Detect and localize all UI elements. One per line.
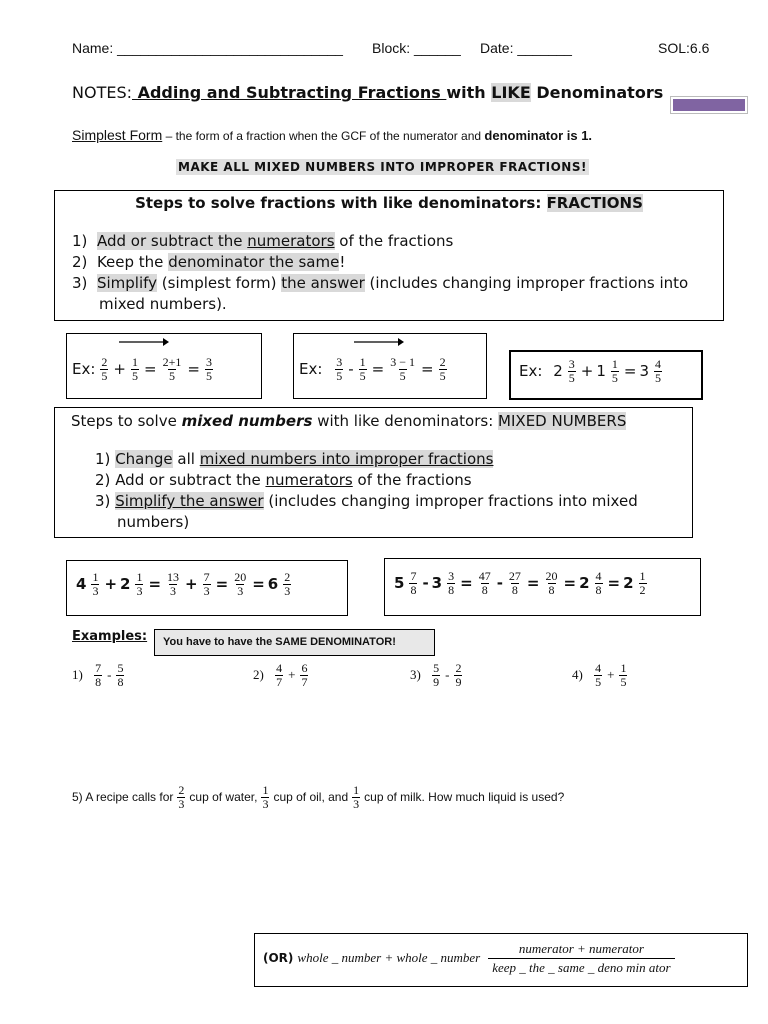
word-problem [72, 784, 564, 810]
title-prefix: NOTES: [72, 83, 132, 102]
date-field[interactable]: Date: _______ [480, 40, 572, 56]
fraction [91, 571, 99, 597]
problem-number: 4) [572, 667, 583, 683]
denominator: 3 [136, 583, 143, 598]
title-with: with [446, 83, 492, 102]
step-number: 2) [95, 471, 111, 489]
numerator: 20 [545, 569, 558, 583]
numerator: 7 [203, 570, 210, 584]
example-box-2 [293, 333, 487, 399]
operator: - [445, 667, 450, 683]
step-number: 1) [72, 232, 88, 250]
step-keyword: Simplify the answer [115, 492, 264, 510]
fraction [116, 662, 124, 688]
equals: = [144, 360, 157, 379]
denominator: 5 [655, 370, 661, 385]
whole-number: 2 [623, 574, 634, 593]
fraction [261, 784, 269, 810]
word-problem-text: 5) A recipe calls for [72, 790, 174, 805]
fraction [94, 662, 102, 688]
equals: = [460, 574, 473, 593]
formula-box [254, 933, 748, 987]
fraction-steps-heading-text: Steps to solve fractions with like denominators: [135, 194, 547, 212]
operator: + [113, 360, 126, 379]
step-text: (includes changing improper fractions into [364, 274, 689, 292]
fraction-tag: FRACTIONS [546, 194, 643, 212]
operator: + [580, 362, 594, 381]
step-text: (simplest form) [157, 274, 282, 292]
fraction [275, 662, 283, 688]
examples-label: Examples: [72, 629, 148, 644]
example-label: Ex: [299, 360, 323, 379]
fraction [454, 662, 462, 688]
equals: = [623, 362, 637, 381]
step-text: numbers) [117, 513, 190, 531]
problem-number: 1) [72, 667, 83, 683]
denominator: 5 [205, 368, 212, 383]
numerator: 1 [92, 570, 99, 584]
denominator: 7 [301, 674, 308, 689]
step-text: mixed numbers). [99, 295, 227, 313]
fraction [300, 662, 308, 688]
step-number: 3) [95, 492, 111, 510]
fraction [100, 356, 108, 382]
mixed-steps-box [54, 407, 693, 538]
whole-number: 2 [553, 362, 563, 381]
numerator: 47 [478, 569, 491, 583]
operator: - [496, 574, 503, 593]
operator: + [185, 575, 198, 594]
step-keyword: denominator the same [168, 253, 340, 271]
problem-1 [72, 662, 126, 688]
arrow-icon [119, 337, 169, 347]
whole-number: 2 [579, 574, 590, 593]
fraction [233, 571, 247, 597]
fraction [335, 356, 343, 382]
fraction [409, 570, 417, 596]
step-keyword: Change [115, 450, 173, 468]
fraction [568, 358, 576, 384]
step-number: 1) [95, 450, 111, 468]
list-item [72, 252, 713, 273]
fraction [639, 570, 647, 596]
denominator: 5 [439, 368, 446, 383]
denominator: 3 [178, 796, 185, 811]
denominator: 5 [101, 368, 108, 383]
fraction [447, 570, 455, 596]
fraction [135, 571, 143, 597]
arrow-icon [354, 337, 404, 347]
denominator: 5 [620, 674, 627, 689]
operator: + [288, 667, 296, 683]
title-end: Denominators [530, 83, 664, 102]
mixed-steps-heading [71, 412, 626, 430]
step-number: 2) [72, 253, 88, 271]
title-main: Adding and Subtracting Fractions [132, 83, 447, 102]
numerator: 3 [205, 355, 212, 369]
numerator: 2 [439, 355, 446, 369]
accent-bar [670, 96, 748, 114]
list-item [95, 449, 684, 470]
definition-bold: denominator is 1. [484, 128, 593, 143]
equals: = [215, 575, 229, 594]
denominator: 5 [359, 368, 366, 383]
step-text: Keep the [96, 253, 169, 271]
operator: - [107, 667, 112, 683]
step-keyword: mixed numbers into improper fractions [199, 450, 494, 468]
note-text: You have to have the SAME DENOMINATOR! [163, 636, 396, 648]
numerator: 20 [234, 570, 247, 584]
denominator: 8 [95, 674, 102, 689]
numerator: 1 [353, 783, 360, 797]
step-keyword: numerators [265, 471, 353, 489]
denominator: 8 [117, 674, 124, 689]
numerator: 6 [301, 661, 308, 675]
equals: = [187, 360, 200, 379]
denominator: 8 [548, 582, 555, 597]
numerator: 2 [284, 570, 291, 584]
numerator: 4 [595, 569, 602, 583]
formula-fraction [488, 942, 674, 974]
fraction [359, 356, 367, 382]
step-keyword: numerators [247, 232, 335, 250]
step-text: of the fractions [334, 232, 454, 250]
denominator: 5 [611, 370, 618, 385]
numerator: 4 [276, 661, 283, 675]
denominator: 3 [284, 583, 291, 598]
list-item [95, 470, 684, 491]
denominator: 3 [92, 583, 99, 598]
fraction [177, 784, 185, 810]
list-item [72, 273, 713, 294]
fraction [545, 570, 559, 596]
problem-4 [572, 662, 629, 688]
problem-3 [410, 662, 464, 688]
definition-term: Simplest Form [72, 127, 163, 143]
denominator: 5 [399, 368, 406, 383]
mixed-steps-list [95, 449, 684, 533]
list-item [95, 512, 684, 533]
step-number: 3) [72, 274, 88, 292]
fraction [205, 356, 213, 382]
step-text: (includes changing improper fractions into mixed [263, 492, 638, 510]
numerator: 2+1 [162, 355, 182, 369]
fraction [619, 662, 627, 688]
fraction-steps-heading [55, 194, 723, 212]
fraction [203, 571, 211, 597]
equals: = [371, 360, 385, 379]
equals: = [607, 574, 621, 593]
fraction [508, 570, 522, 596]
numerator: 2 [178, 783, 185, 797]
numerator: 2 [455, 661, 462, 675]
operator: + [607, 667, 615, 683]
mixed-tag: MIXED NUMBERS [498, 412, 627, 430]
fraction [389, 356, 416, 382]
sol-code: SOL:6.6 [658, 40, 710, 56]
numerator: 13 [167, 570, 180, 584]
banner [176, 159, 589, 175]
equals: = [420, 360, 434, 379]
fraction [478, 570, 492, 596]
numerator: 2 [101, 355, 108, 369]
equals: = [148, 575, 162, 594]
fraction [131, 356, 139, 382]
fraction [439, 356, 447, 382]
equals: = [563, 574, 577, 593]
whole-number: 1 [596, 362, 606, 381]
denominator: keep _ the _ same _ deno min ator [488, 958, 674, 975]
step-text: of the fractions [352, 471, 472, 489]
list-item [72, 231, 713, 252]
equals: = [252, 575, 265, 594]
fraction [162, 356, 183, 382]
numerator: numerator + numerator [518, 941, 644, 956]
denominator: 8 [511, 582, 518, 597]
page-title [72, 83, 663, 102]
denominator: 3 [237, 583, 244, 598]
operator: - [422, 574, 429, 593]
numerator: 1 [620, 661, 627, 675]
operator: + [104, 575, 118, 594]
denominator: 8 [410, 582, 417, 597]
numerator: 1 [132, 355, 138, 369]
whole-number: 6 [267, 575, 279, 594]
numerator: 3 − 1 [390, 355, 415, 369]
example-label: Ex: [72, 360, 96, 379]
numerator: 1 [262, 783, 269, 797]
denominator: 7 [276, 674, 283, 689]
numerator: 4 [595, 661, 602, 675]
step-keyword: Simplify [96, 274, 158, 292]
title-like: LIKE [491, 83, 531, 102]
problem-2 [253, 662, 310, 688]
step-text: Add or subtract the [96, 232, 248, 250]
fraction [432, 662, 440, 688]
numerator: 1 [611, 357, 618, 371]
whole-number: 5 [394, 574, 405, 593]
numerator: 5 [433, 661, 440, 675]
mixed-example-box-1 [66, 560, 348, 616]
mixed-heading-text: Steps to solve [71, 412, 182, 430]
numerator: 3 [448, 569, 455, 583]
step-text: Add or subtract the [115, 471, 266, 489]
step-keyword: the answer [281, 274, 365, 292]
whole-number: 3 [639, 362, 649, 381]
definition [72, 127, 592, 143]
mixed-heading-text: with like denominators: [312, 412, 499, 430]
numerator: 3 [568, 357, 575, 371]
denominator: 3 [353, 796, 360, 811]
denominator: 5 [336, 368, 343, 383]
whole-number: 4 [76, 575, 87, 594]
block-field[interactable]: Block: ______ [372, 40, 461, 56]
banner-text: MAKE ALL MIXED NUMBERS INTO IMPROPER FRACTIONS! [178, 160, 587, 174]
word-problem-text: cup of water, [189, 790, 258, 805]
denominator: 8 [595, 582, 602, 597]
numerator: 3 [336, 355, 343, 369]
example-box-3 [509, 350, 703, 400]
operator: - [348, 360, 354, 379]
mixed-heading-emphasis: mixed numbers [181, 412, 313, 430]
fraction [166, 571, 180, 597]
formula-lhs: whole _ number + whole _ number [297, 950, 481, 966]
word-problem-text: cup of oil, and [273, 790, 349, 805]
word-problem-text: cup of milk. How much liquid is used? [364, 790, 565, 805]
denominator: 8 [448, 582, 455, 597]
example-label: Ex: [519, 362, 543, 381]
denominator: 3 [262, 796, 269, 811]
denominator: 9 [433, 674, 440, 689]
problem-number: 3) [410, 667, 421, 683]
definition-text: – the form of a fraction when the GCF of the numerator and [162, 129, 485, 143]
step-text: ! [339, 253, 346, 271]
numerator: 7 [95, 661, 102, 675]
denominator: 5 [595, 674, 602, 689]
equals: = [526, 574, 540, 593]
numerator: 1 [136, 570, 143, 584]
name-field[interactable]: Name: _____________________________ [72, 40, 343, 56]
denominator: 5 [168, 368, 175, 383]
numerator: 27 [508, 569, 521, 583]
fraction-steps-list [72, 231, 713, 315]
numerator: 7 [410, 569, 417, 583]
whole-number: 2 [120, 575, 131, 594]
fraction-steps-box [54, 190, 724, 321]
denominator: 2 [639, 582, 646, 597]
denominator: 5 [132, 368, 138, 383]
denominator: 8 [481, 582, 488, 597]
problem-number: 2) [253, 667, 264, 683]
whole-number: 3 [431, 574, 443, 593]
fraction [654, 358, 662, 384]
numerator: 1 [639, 569, 646, 583]
mixed-example-box-2 [384, 558, 701, 616]
denominator: 3 [203, 583, 210, 598]
denominator: 9 [455, 674, 462, 689]
fraction [352, 784, 360, 810]
numerator: 4 [655, 357, 661, 371]
list-item [95, 491, 684, 512]
numerator: 5 [117, 661, 124, 675]
fraction [611, 358, 619, 384]
fraction [283, 571, 291, 597]
fraction [594, 662, 602, 688]
numerator: 1 [359, 355, 366, 369]
denominator: 3 [170, 583, 177, 598]
step-text: all [172, 450, 200, 468]
formula-tag: (OR) [263, 951, 294, 966]
example-box-1 [66, 333, 262, 399]
same-denominator-note [154, 629, 435, 656]
list-item [72, 294, 713, 315]
fraction [595, 570, 603, 596]
denominator: 5 [568, 370, 575, 385]
